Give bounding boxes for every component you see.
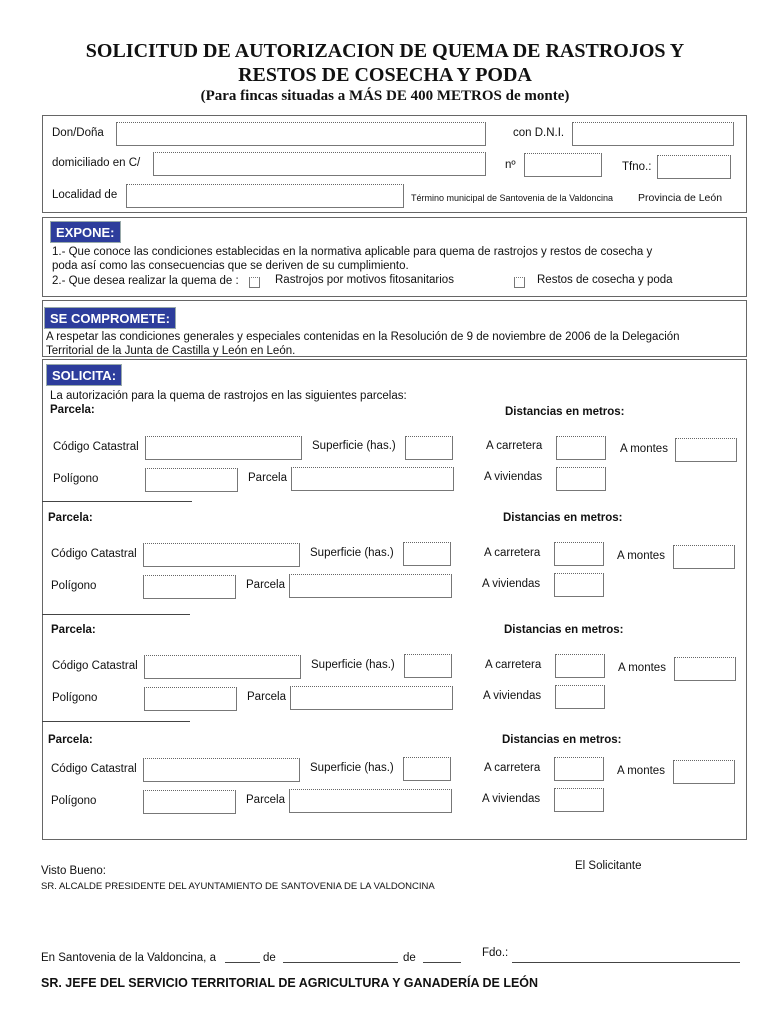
- localidad-label: Localidad de: [52, 189, 118, 201]
- viviendas-field[interactable]: [555, 685, 605, 709]
- parcela-field[interactable]: [289, 789, 452, 813]
- form-title-line1: SOLICITUD DE AUTORIZACION DE QUEMA DE RASTROJOS Y: [85, 40, 685, 62]
- superficie-label: Superficie (has.): [310, 547, 394, 559]
- parcela-heading: Parcela:: [48, 512, 93, 524]
- poligono-field[interactable]: [145, 468, 238, 492]
- poligono-label: Polígono: [53, 473, 99, 485]
- distancias-heading: Distancias en metros:: [502, 734, 622, 746]
- divider: [42, 614, 190, 615]
- codigo-catastral-field[interactable]: [144, 655, 301, 679]
- viviendas-field[interactable]: [556, 467, 606, 491]
- viviendas-label: A viviendas: [483, 690, 542, 702]
- expone-line2: poda así como las consecuencias que se deriven de su cumplimiento.: [52, 260, 409, 272]
- poligono-field[interactable]: [143, 790, 236, 814]
- option-restos-label: Restos de cosecha y poda: [537, 274, 673, 286]
- solicita-intro: La autorización para la quema de rastrojos en las siguientes parcelas:: [50, 390, 407, 402]
- parcela-heading: Parcela:: [51, 624, 96, 636]
- phone-field[interactable]: [657, 155, 731, 179]
- montes-label: A montes: [620, 443, 668, 455]
- locality-field[interactable]: [126, 184, 404, 208]
- address-field[interactable]: [153, 152, 486, 176]
- parcela-label: Parcela: [246, 579, 285, 591]
- distancias-heading: Distancias en metros:: [503, 512, 623, 524]
- numero-label: nº: [505, 159, 516, 171]
- restos-checkbox[interactable]: [514, 277, 525, 288]
- parcela-field[interactable]: [290, 686, 453, 710]
- expone-line3: 2.- Que desea realizar la quema de :: [52, 275, 239, 287]
- superficie-label: Superficie (has.): [311, 659, 395, 671]
- superficie-field[interactable]: [405, 436, 453, 460]
- carretera-field[interactable]: [554, 542, 604, 566]
- month-line[interactable]: [283, 962, 398, 963]
- solicita-header: SOLICITA:: [46, 364, 122, 386]
- superficie-field[interactable]: [403, 757, 451, 781]
- poligono-field[interactable]: [143, 575, 236, 599]
- montes-field[interactable]: [674, 657, 736, 681]
- superficie-field[interactable]: [403, 542, 451, 566]
- parcela-heading: Parcela:: [48, 734, 93, 746]
- montes-field[interactable]: [673, 545, 735, 569]
- montes-field[interactable]: [673, 760, 735, 784]
- viviendas-field[interactable]: [554, 788, 604, 812]
- codigo-catastral-label: Código Catastral: [52, 660, 138, 672]
- codigo-catastral-label: Código Catastral: [53, 441, 139, 453]
- poligono-label: Polígono: [52, 692, 98, 704]
- option-rastrojos-label: Rastrojos por motivos fitosanitarios: [275, 274, 454, 286]
- visto-bueno-label: Visto Bueno:: [41, 865, 107, 877]
- montes-label: A montes: [617, 550, 665, 562]
- compromete-line2: Territorial de la Junta de Castilla y León en León.: [46, 345, 296, 357]
- divider: [42, 501, 192, 502]
- codigo-catastral-field[interactable]: [143, 543, 300, 567]
- carretera-label: A carretera: [484, 762, 541, 774]
- expone-header: EXPONE:: [50, 221, 121, 243]
- parcela-label: Parcela: [247, 691, 286, 703]
- fdo-label: Fdo.:: [482, 947, 509, 959]
- viviendas-label: A viviendas: [482, 793, 541, 805]
- domicilio-label: domiciliado en C/: [52, 157, 141, 169]
- compromete-header: SE COMPROMETE:: [44, 307, 176, 329]
- montes-label: A montes: [618, 662, 666, 674]
- solicitante-label: El Solicitante: [575, 860, 642, 872]
- parcela-heading: Parcela:: [50, 404, 95, 416]
- lugar-label: En Santovenia de la Valdoncina, a: [41, 952, 216, 964]
- carretera-field[interactable]: [555, 654, 605, 678]
- parcela-label: Parcela: [248, 472, 287, 484]
- number-field[interactable]: [524, 153, 602, 177]
- superficie-field[interactable]: [404, 654, 452, 678]
- montes-label: A montes: [617, 765, 665, 777]
- poligono-label: Polígono: [51, 795, 97, 807]
- superficie-label: Superficie (has.): [310, 762, 394, 774]
- de-label-1: de: [263, 952, 276, 964]
- carretera-label: A carretera: [484, 547, 541, 559]
- alcalde-label: SR. ALCALDE PRESIDENTE DEL AYUNTAMIENTO DE SANTOVENIA DE LA VALDONCINA: [41, 881, 435, 892]
- divider: [42, 721, 190, 722]
- compromete-line1: A respetar las condiciones generales y especiales contenidas en la Resolución de 9 de noviembre de 2006 de la Delegación: [46, 331, 680, 343]
- viviendas-label: A viviendas: [484, 471, 543, 483]
- codigo-catastral-label: Código Catastral: [51, 763, 137, 775]
- day-line[interactable]: [225, 962, 260, 963]
- provincia-label: Provincia de León: [638, 192, 723, 204]
- montes-field[interactable]: [675, 438, 737, 462]
- carretera-label: A carretera: [486, 440, 543, 452]
- rastrojos-checkbox[interactable]: [249, 277, 260, 288]
- codigo-catastral-label: Código Catastral: [51, 548, 137, 560]
- form-title-line2: RESTOS DE COSECHA Y PODA: [238, 64, 532, 86]
- superficie-label: Superficie (has.): [312, 440, 396, 452]
- codigo-catastral-field[interactable]: [143, 758, 300, 782]
- termino-label: Término municipal de Santovenia de la Valdoncina: [411, 193, 613, 203]
- dni-field[interactable]: [572, 122, 734, 146]
- poligono-field[interactable]: [144, 687, 237, 711]
- dni-label: con D.N.I.: [513, 127, 565, 139]
- distancias-heading: Distancias en metros:: [504, 624, 624, 636]
- expone-line1: 1.- Que conoce las condiciones establecidas en la normativa aplicable para quema de rastrojos y restos de cosecha y: [52, 246, 653, 258]
- name-field[interactable]: [116, 122, 486, 146]
- carretera-field[interactable]: [556, 436, 606, 460]
- viviendas-field[interactable]: [554, 573, 604, 597]
- de-label-2: de: [403, 952, 416, 964]
- parcela-label: Parcela: [246, 794, 285, 806]
- parcela-field[interactable]: [289, 574, 452, 598]
- carretera-label: A carretera: [485, 659, 542, 671]
- jefe-label: SR. JEFE DEL SERVICIO TERRITORIAL DE AGRICULTURA Y GANADERÍA DE LEÓN: [41, 976, 539, 990]
- telefono-label: Tfno.:: [622, 161, 652, 173]
- poligono-label: Polígono: [51, 580, 97, 592]
- don-dona-label: Don/Doña: [52, 127, 104, 139]
- year-line[interactable]: [423, 962, 461, 963]
- form-subtitle: (Para fincas situadas a MÁS DE 400 METROS de monte): [200, 88, 570, 104]
- viviendas-label: A viviendas: [482, 578, 541, 590]
- carretera-field[interactable]: [554, 757, 604, 781]
- signature-line[interactable]: [512, 962, 740, 963]
- codigo-catastral-field[interactable]: [145, 436, 302, 460]
- parcela-field[interactable]: [291, 467, 454, 491]
- distancias-heading: Distancias en metros:: [505, 406, 625, 418]
